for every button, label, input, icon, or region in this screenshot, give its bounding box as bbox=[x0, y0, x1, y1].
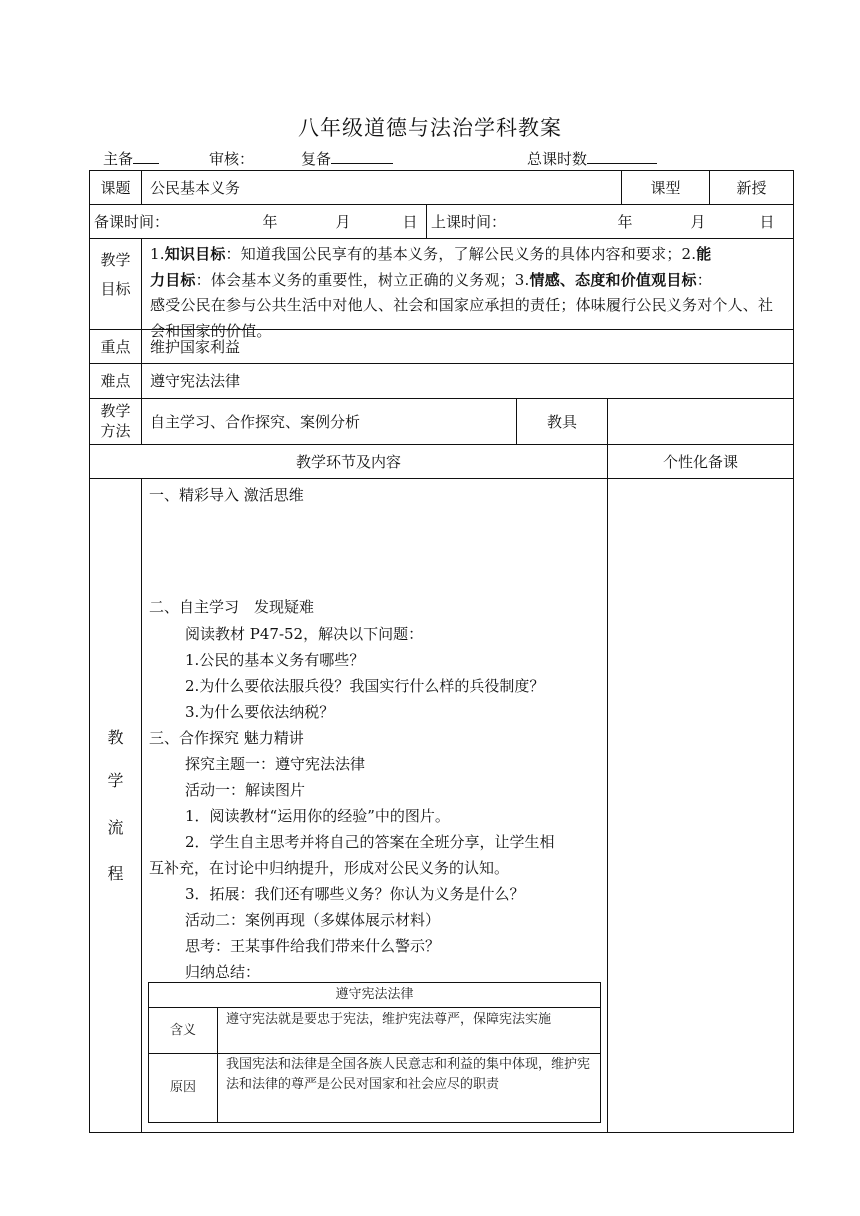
process-line: 归纳总结： bbox=[185, 963, 261, 981]
process-line: 阅读教材 P47-52，解决以下问题： bbox=[185, 625, 424, 643]
zhubei-label: 主备 bbox=[103, 150, 134, 168]
goals-text bbox=[142, 239, 793, 340]
fubei-blank[interactable] bbox=[331, 149, 393, 164]
goal-emotion-text: 感受公民在参与公共生活中对他人、社会和国家应承担的责任；体味履行公民义务对个人、社会和国家的价值。 bbox=[150, 296, 774, 340]
process-label-1: 教 bbox=[107, 728, 124, 747]
process-line: 探究主题一：遵守宪法法律 bbox=[185, 755, 366, 773]
process-line: 1.公民的基本义务有哪些？ bbox=[185, 651, 365, 669]
section-content-header: 教学环节及内容 bbox=[295, 452, 401, 471]
goals-label bbox=[90, 246, 141, 304]
process-line: 2.为什么要依法服兵役？我国实行什么样的兵役制度？ bbox=[185, 677, 545, 695]
topic-label: 课题 bbox=[100, 178, 131, 197]
zhubei-blank[interactable] bbox=[133, 149, 159, 164]
document-title: 八年级道德与法治学科教案 bbox=[298, 116, 562, 140]
shenhe-label: 审核： bbox=[209, 150, 255, 168]
prep-time-label: 备课时间： bbox=[94, 212, 170, 231]
prep-month: 月 bbox=[335, 212, 351, 231]
type-value: 新授 bbox=[736, 178, 767, 197]
goal-ability-text: ：体会基本义务的重要性，树立正确的义务观；3. bbox=[195, 270, 530, 289]
process-line: 3.为什么要依法纳税？ bbox=[185, 703, 335, 721]
class-year: 年 bbox=[617, 212, 633, 231]
total-label: 总课时数 bbox=[527, 150, 588, 168]
summary-row-label: 原因 bbox=[169, 1080, 196, 1095]
tool-label: 教具 bbox=[546, 412, 577, 431]
process-line: 3．拓展：我们还有哪些义务？你认为义务是什么？ bbox=[185, 885, 525, 903]
total-field bbox=[527, 148, 657, 169]
process-line: 1．阅读教材“运用你的经验”中的图片。 bbox=[185, 807, 450, 825]
difficulty-label: 难点 bbox=[100, 372, 131, 390]
process-line: 2．学生自主思考并将自己的答案在全班分享，让学生相 bbox=[185, 833, 555, 851]
process-label-4: 程 bbox=[107, 864, 124, 883]
process-line: 一、精彩导入 激活思维 bbox=[149, 486, 304, 504]
process-line: 活动一：解读图片 bbox=[185, 781, 306, 799]
class-day: 日 bbox=[759, 212, 775, 231]
process-line: 互补充，在讨论中归纳提升，形成对公民义务的认知。 bbox=[149, 859, 510, 877]
goals-label-top: 教学 bbox=[100, 251, 131, 269]
process-label-2: 学 bbox=[107, 771, 124, 790]
goal-emotion-title: 情感、态度和价值观目标 bbox=[529, 270, 697, 289]
section-personal-header: 个性化备课 bbox=[662, 452, 738, 471]
class-month: 月 bbox=[690, 212, 706, 231]
prep-day: 日 bbox=[402, 212, 418, 231]
total-blank[interactable] bbox=[587, 149, 657, 164]
method-label-top: 教学 bbox=[100, 402, 131, 420]
topic-value: 公民基本义务 bbox=[150, 178, 241, 197]
goal-ability-title-2: 力目标 bbox=[150, 270, 196, 289]
process-line: 思考：王某事件给我们带来什么警示？ bbox=[185, 937, 441, 955]
type-label: 课型 bbox=[650, 178, 681, 197]
class-time-label: 上课时间： bbox=[431, 212, 507, 231]
goal-knowledge-title: 知识目标 bbox=[164, 245, 226, 263]
summary-row-text: 遵守宪法就是要忠于宪法，维护宪法尊严，保障宪法实施 bbox=[226, 1012, 552, 1027]
key-point-label: 重点 bbox=[100, 337, 131, 356]
fubei-field bbox=[301, 148, 393, 169]
zhubei-field bbox=[103, 148, 159, 169]
process-label-3: 流 bbox=[107, 818, 124, 837]
method-label bbox=[90, 401, 141, 441]
process-line: 活动二：案例再现（多媒体展示材料） bbox=[185, 911, 441, 929]
tool-value[interactable] bbox=[608, 399, 793, 444]
prep-year: 年 bbox=[262, 212, 278, 231]
key-point-value: 维护国家利益 bbox=[150, 337, 241, 356]
goal-1-number: 1. bbox=[150, 245, 165, 263]
difficulty-value: 遵守宪法法律 bbox=[150, 372, 241, 390]
goal-ability-title-1: 能 bbox=[696, 245, 712, 263]
fubei-label: 复备 bbox=[301, 150, 332, 168]
summary-row-text: 我国宪法和法律是全国各族人民意志和利益的集中体现，维护宪法和法律的尊严是公民对国家和社会应尽的职责 bbox=[226, 1057, 591, 1092]
goal-emotion-colon: ： bbox=[696, 270, 712, 289]
goals-label-bottom: 目标 bbox=[100, 280, 131, 298]
goal-knowledge-text: ：知道我国公民享有的基本义务，了解公民义务的具体内容和要求；2. bbox=[225, 245, 697, 263]
process-line: 三、合作探究 魅力精讲 bbox=[149, 729, 304, 747]
method-value: 自主学习、合作探究、案例分析 bbox=[150, 412, 361, 431]
summary-title: 遵守宪法法律 bbox=[335, 987, 414, 1002]
process-line: 二、自主学习 发现疑难 bbox=[149, 598, 315, 616]
summary-row-label: 含义 bbox=[169, 1022, 196, 1038]
method-label-bottom: 方法 bbox=[100, 422, 131, 440]
